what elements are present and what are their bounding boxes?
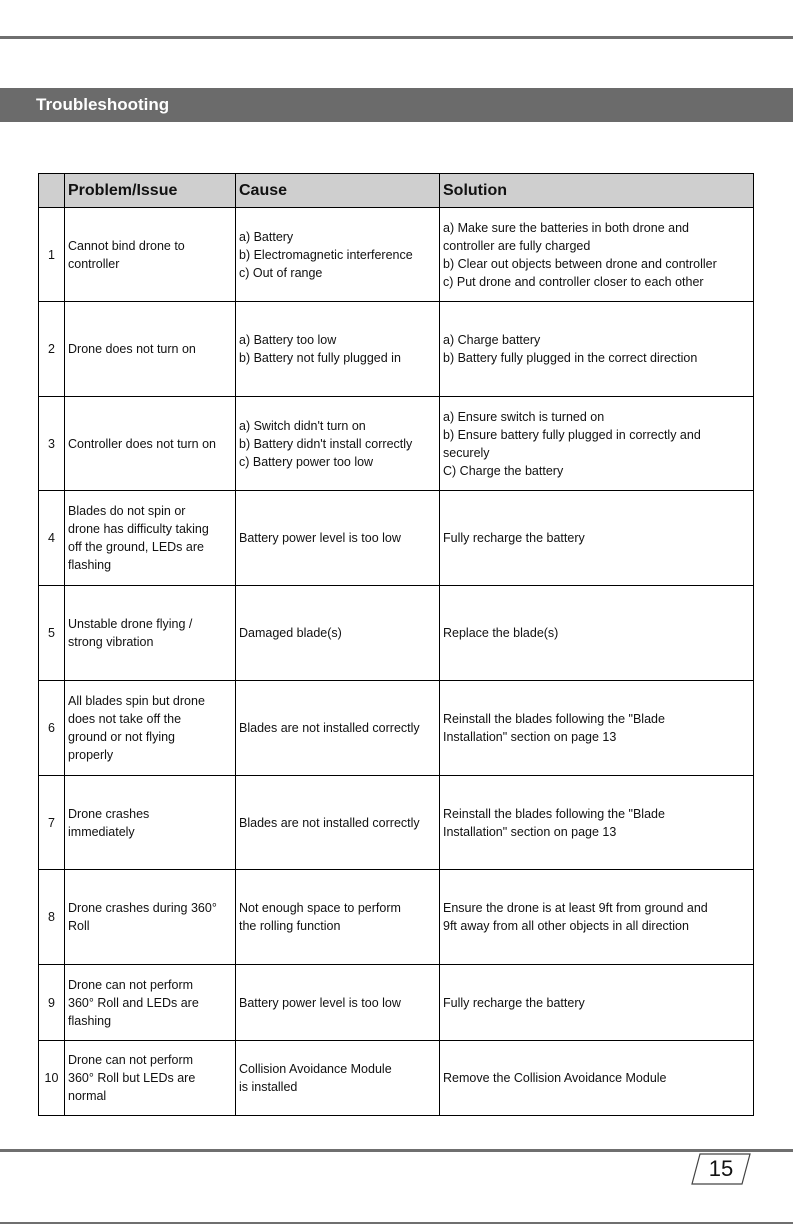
table-row — [39, 491, 754, 586]
table-row — [39, 208, 754, 302]
solution-text: Installation" section on page 13 — [443, 730, 617, 744]
problem-text: strong vibration — [68, 635, 154, 649]
table-header-row — [39, 174, 754, 208]
row-number: 2 — [39, 302, 65, 397]
problem-text: flashing — [68, 558, 112, 572]
table-row — [39, 586, 754, 681]
row-number: 10 — [39, 1041, 65, 1116]
table-row — [39, 302, 754, 397]
problem-text: Drone crashes — [68, 806, 150, 821]
row-number: 8 — [39, 870, 65, 965]
section-banner — [0, 88, 793, 122]
solution-text: Fully recharge the battery — [443, 531, 585, 545]
problem-cell — [65, 776, 236, 870]
solution-text: c) Put drone and controller closer to each other — [443, 274, 704, 289]
solution-text: controller are fully charged — [443, 238, 591, 253]
table-row — [39, 776, 754, 870]
problem-text: Roll — [68, 919, 90, 933]
problem-cell — [65, 870, 236, 965]
problem-cell — [65, 491, 236, 586]
problem-text: flashing — [68, 1013, 112, 1028]
cause-cell — [236, 397, 440, 491]
problem-text: Drone crashes during 360° — [68, 901, 217, 915]
cause-cell — [236, 965, 440, 1041]
top-rule — [0, 36, 793, 39]
problem-text: 360° Roll and LEDs are — [68, 995, 199, 1010]
solution-text: Reinstall the blades following the "Blade — [443, 806, 665, 821]
cause-cell — [236, 1041, 440, 1116]
problem-text: 360° Roll but LEDs are — [68, 1071, 196, 1085]
solution-cell — [440, 870, 754, 965]
cause-text: c) Out of range — [239, 265, 323, 280]
cause-text: a) Battery — [239, 229, 294, 244]
solution-cell — [440, 491, 754, 586]
cause-cell — [236, 870, 440, 965]
solution-cell — [440, 965, 754, 1041]
cause-text: is installed — [239, 1080, 298, 1094]
problem-text: controller — [68, 256, 120, 271]
problem-text: Cannot bind drone to — [68, 238, 185, 253]
table-row — [39, 681, 754, 776]
table-body — [39, 208, 754, 1116]
cause-text: Damaged blade(s) — [239, 626, 342, 640]
problem-text: Blades do not spin or — [68, 504, 186, 518]
header-number — [39, 174, 65, 208]
solution-text: b) Clear out objects between drone and controller — [443, 256, 717, 271]
problem-cell — [65, 397, 236, 491]
table-row — [39, 870, 754, 965]
solution-text: Ensure the drone is at least 9ft from ground and — [443, 901, 708, 915]
problem-cell — [65, 586, 236, 681]
solution-text: a) Make sure the batteries in both drone and — [443, 220, 689, 235]
solution-cell — [440, 1041, 754, 1116]
problem-text: All blades spin but drone — [68, 694, 205, 708]
problem-cell — [65, 1041, 236, 1116]
problem-text: off the ground, LEDs are — [68, 540, 204, 554]
solution-text: b) Battery fully plugged in the correct direction — [443, 351, 698, 365]
problem-text: normal — [68, 1089, 107, 1103]
solution-text: Replace the blade(s) — [443, 626, 559, 640]
problem-cell — [65, 681, 236, 776]
solution-cell — [440, 302, 754, 397]
footer-rule — [0, 1222, 793, 1224]
solution-text: Installation" section on page 13 — [443, 824, 617, 839]
cause-text: Blades are not installed correctly — [239, 815, 420, 830]
problem-text: drone has difficulty taking — [68, 522, 209, 536]
problem-text: Unstable drone flying / — [68, 617, 193, 631]
problem-text: Drone can not perform — [68, 977, 194, 992]
table-row — [39, 965, 754, 1041]
cause-cell — [236, 302, 440, 397]
cause-text: b) Battery not fully plugged in — [239, 351, 401, 365]
row-number: 4 — [39, 491, 65, 586]
bottom-rule — [0, 1149, 793, 1152]
solution-cell — [440, 776, 754, 870]
row-number: 5 — [39, 586, 65, 681]
problem-text: Drone does not turn on — [68, 342, 196, 356]
cause-text: Battery power level is too low — [239, 995, 401, 1010]
header-solution: Solution — [440, 174, 754, 208]
table-row — [39, 397, 754, 491]
cause-text: the rolling function — [239, 919, 341, 933]
problem-text: Controller does not turn on — [68, 436, 217, 451]
cause-text: b) Electromagnetic interference — [239, 247, 413, 262]
problem-text: does not take off the — [68, 712, 182, 726]
row-number: 3 — [39, 397, 65, 491]
header-problem: Problem/Issue — [65, 174, 236, 208]
solution-text: b) Ensure battery fully plugged in correctly and — [443, 427, 701, 442]
row-number: 9 — [39, 965, 65, 1041]
cause-text: b) Battery didn't install correctly — [239, 436, 413, 451]
problem-cell — [65, 208, 236, 302]
solution-cell — [440, 397, 754, 491]
cause-text: a) Switch didn't turn on — [239, 418, 366, 433]
cause-cell — [236, 681, 440, 776]
solution-cell — [440, 586, 754, 681]
cause-cell — [236, 491, 440, 586]
solution-cell — [440, 208, 754, 302]
problem-cell — [65, 302, 236, 397]
header-cause: Cause — [236, 174, 440, 208]
cause-text: Not enough space to perform — [239, 901, 401, 915]
cause-cell — [236, 776, 440, 870]
cause-cell — [236, 208, 440, 302]
problem-text: Drone can not perform — [68, 1053, 194, 1067]
cause-text: Battery power level is too low — [239, 531, 401, 545]
cause-text: Collision Avoidance Module — [239, 1062, 392, 1076]
cause-text: c) Battery power too low — [239, 454, 374, 469]
solution-text: a) Ensure switch is turned on — [443, 409, 605, 424]
solution-text: 9ft away from all other objects in all direction — [443, 919, 689, 933]
solution-cell — [440, 681, 754, 776]
solution-text: C) Charge the battery — [443, 463, 564, 478]
solution-text: Reinstall the blades following the "Blade — [443, 712, 665, 726]
problem-text: properly — [68, 748, 114, 762]
solution-text: securely — [443, 445, 490, 460]
row-number: 1 — [39, 208, 65, 302]
problem-text: ground or not flying — [68, 730, 176, 744]
solution-text: Fully recharge the battery — [443, 995, 585, 1010]
problem-text: immediately — [68, 824, 135, 839]
cause-text: a) Battery too low — [239, 333, 337, 347]
row-number: 6 — [39, 681, 65, 776]
section-title: Troubleshooting — [36, 95, 170, 114]
solution-text: a) Charge battery — [443, 333, 541, 347]
problem-cell — [65, 965, 236, 1041]
table-row — [39, 1041, 754, 1116]
cause-text: Blades are not installed correctly — [239, 721, 420, 735]
row-number: 7 — [39, 776, 65, 870]
page-number: 15 — [708, 1156, 734, 1181]
cause-cell — [236, 586, 440, 681]
solution-text: Remove the Collision Avoidance Module — [443, 1071, 667, 1085]
troubleshooting-table — [38, 173, 754, 1116]
